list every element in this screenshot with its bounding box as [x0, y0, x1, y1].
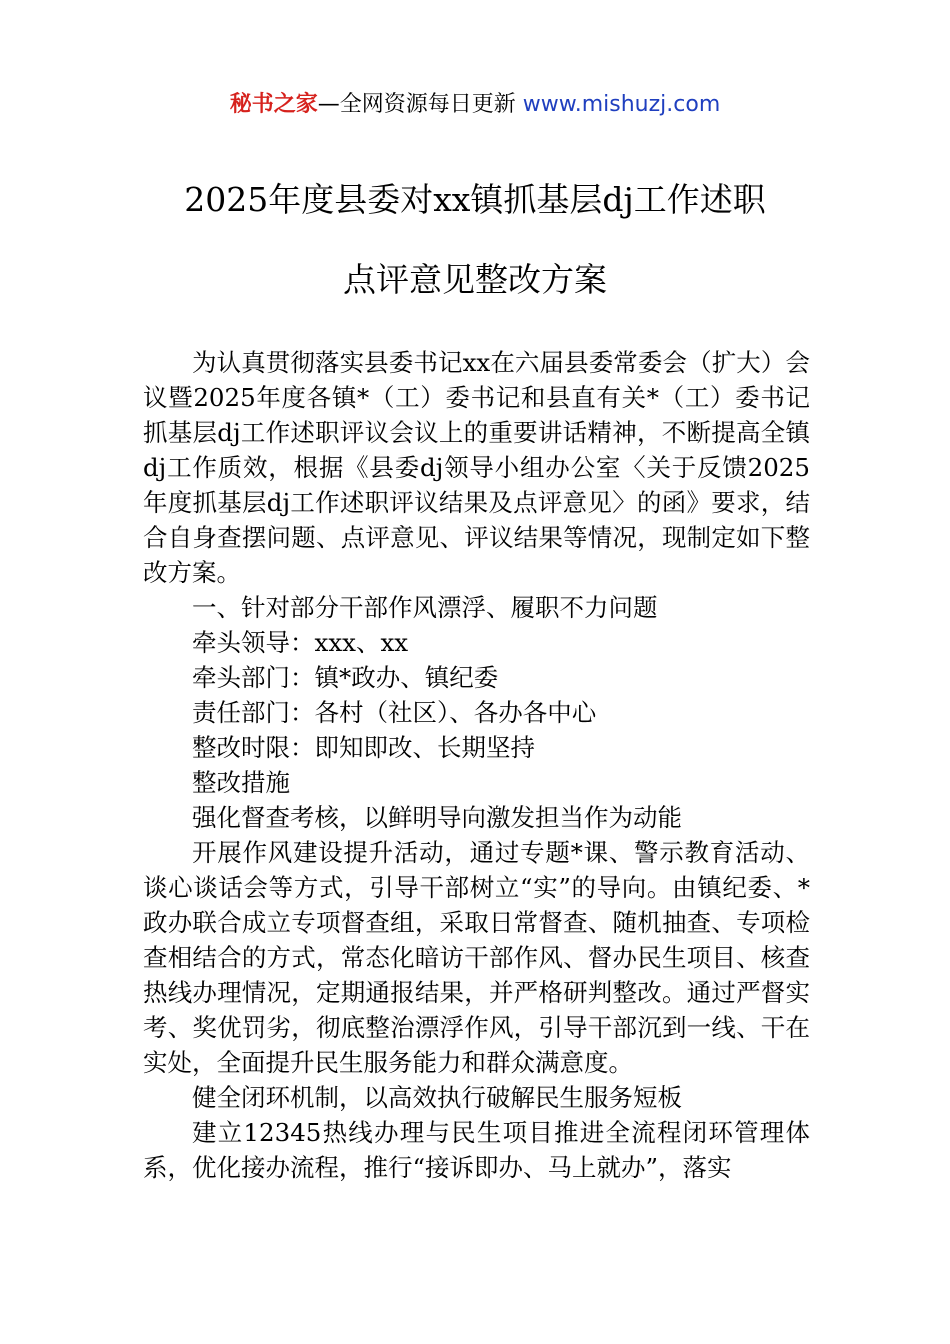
site-brand: 秘书之家: [229, 92, 318, 117]
measure-2-heading: 健全闭环机制，以高效执行破解民生服务短板: [192, 1083, 682, 1112]
measures-heading: 整改措施: [192, 768, 290, 797]
measure-1-paragraph: 开展作风建设提升活动，通过专题*课、警示教育活动、谈心谈话会等方式，引导干部树立“实”的导向。由镇纪委、*政办联合成立专项督查组，采取日常督查、随机抽查、专项检查相结合的方式，常态化暗访干部作风、督办民生项目、核查热线办理情况，定期通报结果，并严格研判整改。通过严督实考、奖优罚劣，彻底整治漂浮作风，引导干部沉到一线、干在实处，全面提升民生服务能力和群众满意度。: [143, 838, 810, 1077]
document-body: [143, 345, 810, 1185]
site-tagline: —全网资源每日更新: [317, 92, 516, 117]
section-heading-1: 一、针对部分干部作风漂浮、履职不力问题: [192, 593, 658, 622]
intro-paragraph: 为认真贯彻落实县委书记xx在六届县委常委会（扩大）会议暨2025年度各镇*（工）委书记和县直有关*（工）委书记抓基层dj工作述职评议会议上的重要讲话精神，不断提高全镇dj工作质效，根据《县委dj领导小组办公室〈关于反馈2025年度抓基层dj工作述职评议结果及点评意见〉的函》要求，结合自身查摆问题、点评意见、评议结果等情况，现制定如下整改方案。: [143, 348, 810, 587]
document-title-line-1: 2025年度县委对xx镇抓基层dj工作述职: [184, 180, 766, 219]
document-title: [0, 160, 950, 320]
lead-leaders: 牵头领导：xxx、xx: [192, 628, 409, 657]
measure-1-heading: 强化督查考核，以鲜明导向激发担当作为动能: [192, 803, 682, 832]
document-title-line-2: 点评意见整改方案: [343, 260, 607, 299]
rectification-deadline: 整改时限：即知即改、长期坚持: [192, 733, 535, 762]
site-url-link[interactable]: www.mishuzj.com: [522, 92, 721, 117]
responsible-departments: 责任部门：各村（社区）、各办各中心: [192, 698, 597, 727]
measure-2-paragraph: 建立12345热线办理与民生项目推进全流程闭环管理体系，优化接办流程，推行“接诉即办、马上就办”，落实: [143, 1118, 810, 1182]
site-header: [0, 88, 950, 122]
lead-departments: 牵头部门：镇*政办、镇纪委: [192, 663, 499, 692]
